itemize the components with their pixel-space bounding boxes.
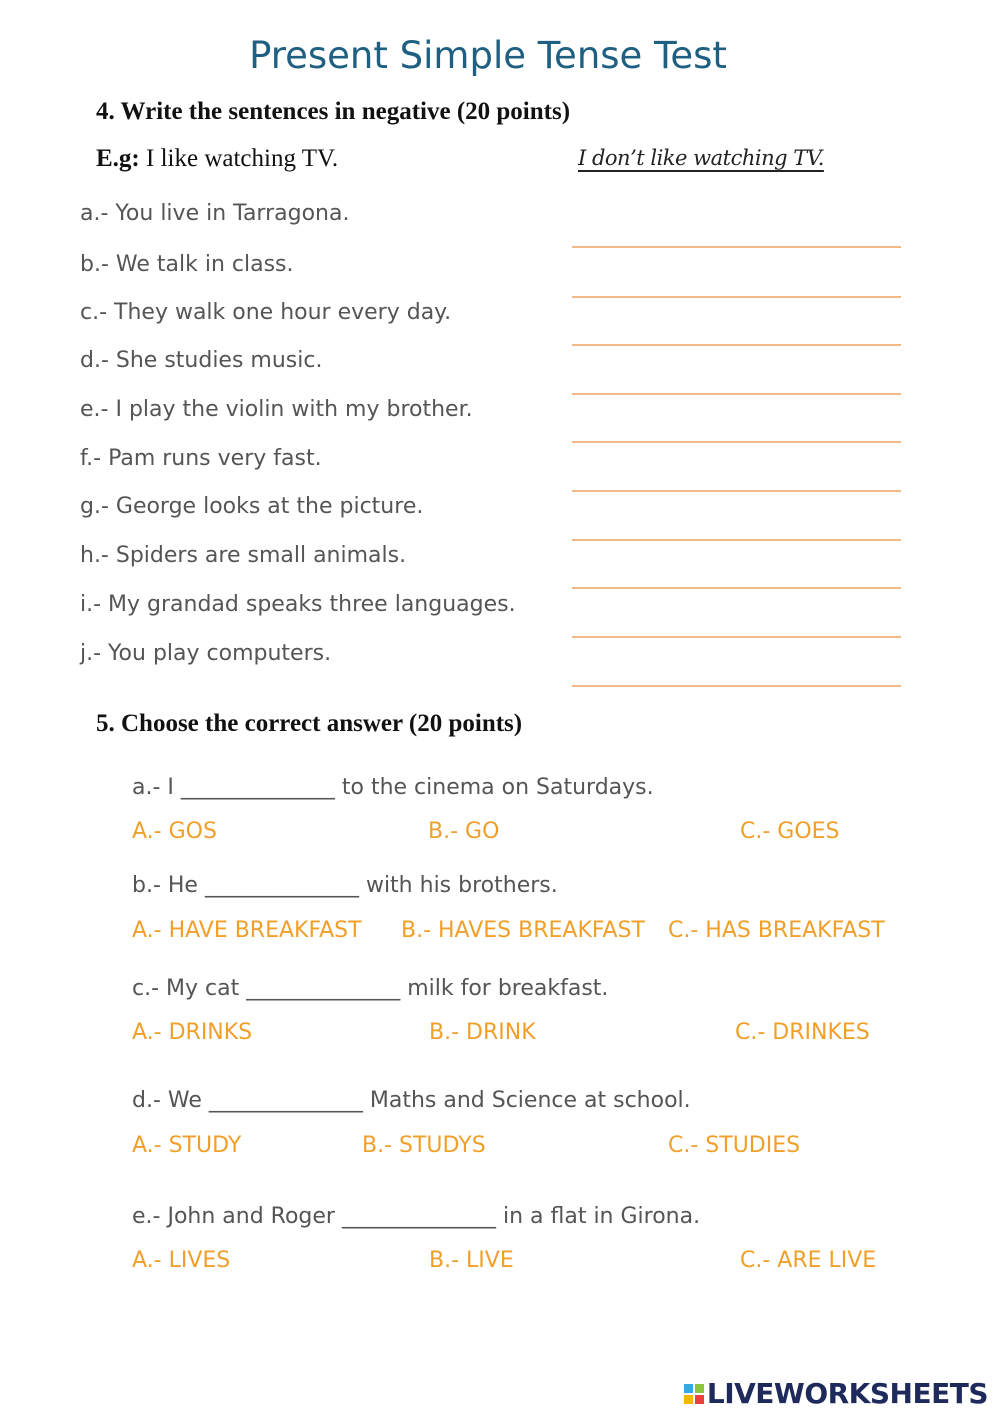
sentence-item: j.- You play computers. bbox=[80, 641, 332, 666]
answer-option[interactable]: A.- HAVE BREAKFAST bbox=[132, 918, 362, 943]
answer-input[interactable] bbox=[572, 604, 901, 638]
sentence-item: f.- Pam runs very fast. bbox=[80, 446, 322, 471]
answer-option[interactable]: C.- ARE LIVE bbox=[740, 1248, 877, 1273]
liveworksheets-logo bbox=[684, 1377, 988, 1410]
question-text: b.- He ______________ with his brothers. bbox=[132, 873, 558, 898]
logo-square bbox=[684, 1395, 693, 1404]
answer-input[interactable] bbox=[572, 264, 901, 298]
sentence-item: a.- You live in Tarragona. bbox=[80, 201, 350, 226]
answer-input[interactable] bbox=[572, 653, 901, 687]
question-text: a.- I ______________ to the cinema on Saturdays. bbox=[132, 775, 654, 800]
answer-option[interactable]: C.- GOES bbox=[740, 819, 840, 844]
question-text: c.- My cat ______________ milk for breakfast. bbox=[132, 976, 609, 1001]
answer-option[interactable]: B.- HAVES BREAKFAST bbox=[401, 918, 645, 943]
example-sentence bbox=[96, 145, 338, 173]
answer-option[interactable]: A.- LIVES bbox=[132, 1248, 231, 1273]
sentence-item: h.- Spiders are small animals. bbox=[80, 543, 407, 568]
answer-option[interactable]: A.- GOS bbox=[132, 819, 217, 844]
answer-option[interactable]: B.- STUDYS bbox=[362, 1133, 486, 1158]
question-text: d.- We ______________ Maths and Science at school. bbox=[132, 1088, 691, 1113]
question-text: e.- John and Roger ______________ in a flat in Girona. bbox=[132, 1204, 701, 1229]
section-5-heading: 5. Choose the correct answer (20 points) bbox=[96, 710, 523, 737]
answer-input[interactable] bbox=[572, 507, 901, 541]
answer-option[interactable]: B.- GO bbox=[428, 819, 500, 844]
example-answer: I don’t like watching TV. bbox=[578, 146, 824, 170]
example-text: I like watching TV. bbox=[139, 145, 339, 172]
answer-option[interactable]: A.- DRINKS bbox=[132, 1020, 253, 1045]
logo-square bbox=[684, 1384, 693, 1393]
sentence-item: g.- George looks at the picture. bbox=[80, 494, 424, 519]
sentence-item: e.- I play the violin with my brother. bbox=[80, 397, 473, 422]
answer-input[interactable] bbox=[572, 361, 901, 395]
sentence-item: d.- She studies music. bbox=[80, 348, 323, 373]
answer-option[interactable]: C.- STUDIES bbox=[668, 1133, 801, 1158]
answer-option[interactable]: C.- DRINKES bbox=[735, 1020, 870, 1045]
sentence-item: i.- My grandad speaks three languages. bbox=[80, 592, 516, 617]
answer-input[interactable] bbox=[572, 458, 901, 492]
logo-text: LIVEWORKSHEETS bbox=[706, 1377, 988, 1410]
answer-option[interactable]: C.- HAS BREAKFAST bbox=[668, 918, 885, 943]
answer-input[interactable] bbox=[572, 214, 901, 248]
logo-mark-icon bbox=[684, 1384, 704, 1404]
sentence-item: b.- We talk in class. bbox=[80, 252, 294, 277]
answer-input[interactable] bbox=[572, 409, 901, 443]
answer-option[interactable]: B.- DRINK bbox=[429, 1020, 536, 1045]
page-title: Present Simple Tense Test bbox=[249, 34, 727, 77]
logo-square bbox=[695, 1395, 704, 1404]
section-4-heading: 4. Write the sentences in negative (20 points) bbox=[96, 98, 571, 125]
answer-input[interactable] bbox=[572, 312, 901, 346]
answer-option[interactable]: A.- STUDY bbox=[132, 1133, 242, 1158]
example-label: E.g: bbox=[96, 145, 140, 172]
answer-input[interactable] bbox=[572, 555, 901, 589]
logo-square bbox=[695, 1384, 704, 1393]
sentence-item: c.- They walk one hour every day. bbox=[80, 300, 452, 325]
answer-option[interactable]: B.- LIVE bbox=[429, 1248, 514, 1273]
